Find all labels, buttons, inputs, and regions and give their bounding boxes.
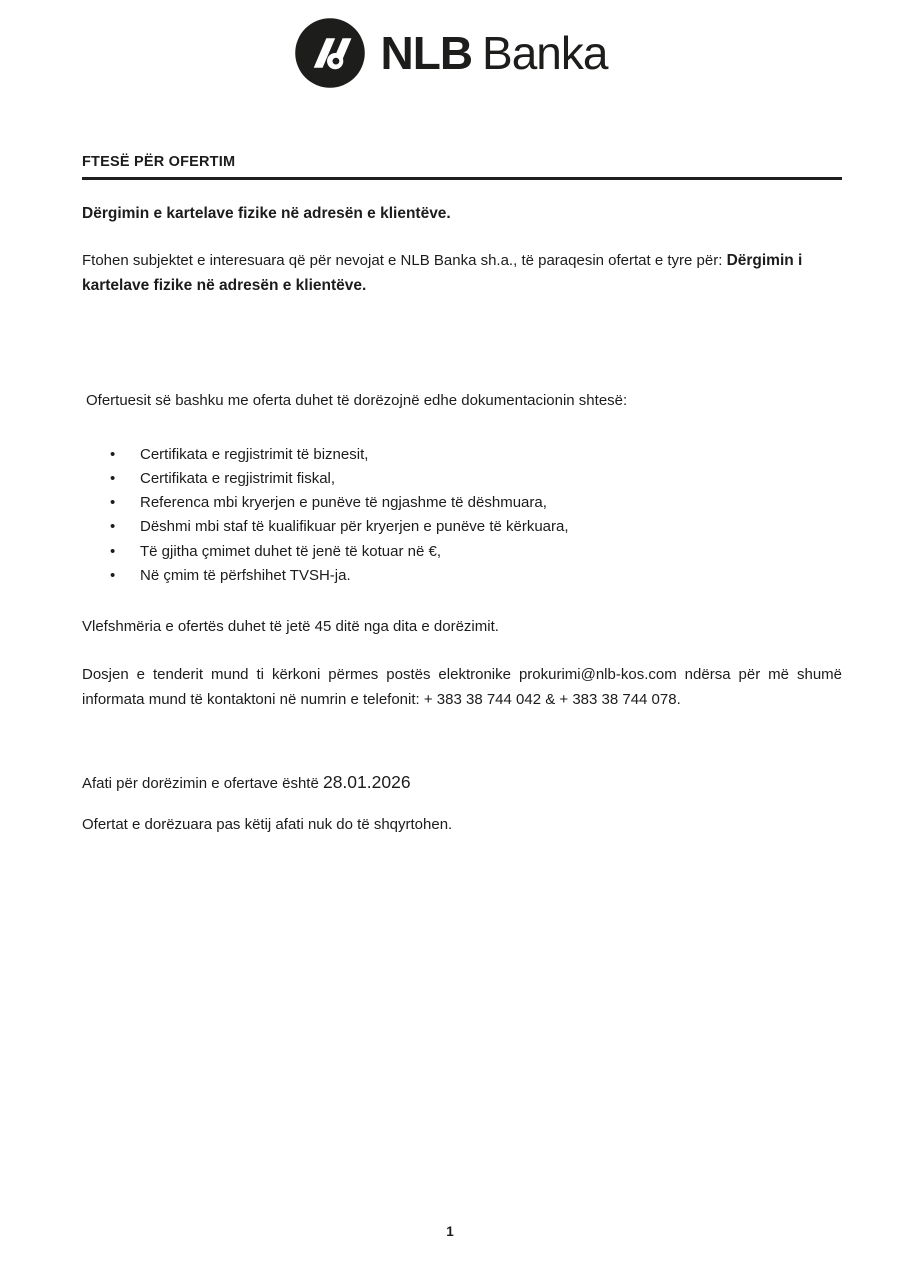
section-title: FTESË PËR OFERTIM: [82, 154, 842, 180]
logo-wordmark: [380, 27, 608, 79]
intro-text: Ftohen subjektet e interesuara që për nevojat e NLB Banka sh.a., të paraqesin ofertat e tyre për:: [82, 252, 727, 269]
contact-email: prokurimi@nlb-kos.com: [518, 665, 677, 683]
offer-validity-paragraph: Vlefshmëria e ofertës duhet të jetë 45 ditë nga dita e dorëzimit.: [82, 618, 499, 636]
document-body: [0, 154, 900, 837]
deadline-paragraph: [82, 769, 842, 796]
intro-paragraph: [82, 249, 842, 299]
documents-intro-paragraph: Ofertuesit së bashku me oferta duhet të dorëzojnë edhe dokumentacionin shtesë:: [86, 391, 628, 409]
list-item: • Të gjitha çmimet duhet të jenë të kotuar në €,: [110, 540, 842, 564]
deadline-date: 28.01.2026: [322, 772, 411, 793]
tender-subject-heading: Dërgimin e kartelave fizike në adresën e klientëve.: [82, 205, 451, 222]
deadline-text: Afati për dorëzimin e ofertave është: [82, 775, 323, 793]
list-item: • Certifikata e regjistrimit fiskal,: [110, 467, 842, 491]
list-item: • Dëshmi mbi staf të kualifikuar për kryerjen e punëve të kërkuara,: [110, 515, 842, 539]
contact-text-post: ndërsa për më shumë informata mund të kontaktoni në numrin e telefonit: + 383 38 744 042 & + 383 38 744 078.: [82, 665, 842, 709]
required-documents-list: [82, 443, 842, 589]
list-item: • Certifikata e regjistrimit të biznesit,: [110, 443, 842, 467]
list-item: • Në çmim të përfshihet TVSH-ja.: [110, 564, 842, 588]
contact-paragraph: [82, 662, 842, 714]
logo-wordmark-banka: Banka: [482, 27, 608, 79]
contact-text-pre: Dosjen e tenderit mund ti kërkoni përmes postës elektronike: [82, 665, 519, 683]
late-offers-note: Ofertat e dorëzuara pas këtij afati nuk do të shqyrtohen.: [82, 816, 453, 834]
nlb-circle-logo-icon: [293, 16, 367, 90]
logo-wordmark-nlb: NLB: [380, 27, 473, 79]
list-item: • Referenca mbi kryerjen e punëve të ngjashme të dëshmuara,: [110, 491, 842, 515]
nlb-banka-logo: [0, 0, 900, 90]
page-number: 1: [446, 1224, 454, 1239]
intro-subject-bold: Dërgimin i kartelave fizike në adresën e klientëve.: [82, 252, 803, 294]
